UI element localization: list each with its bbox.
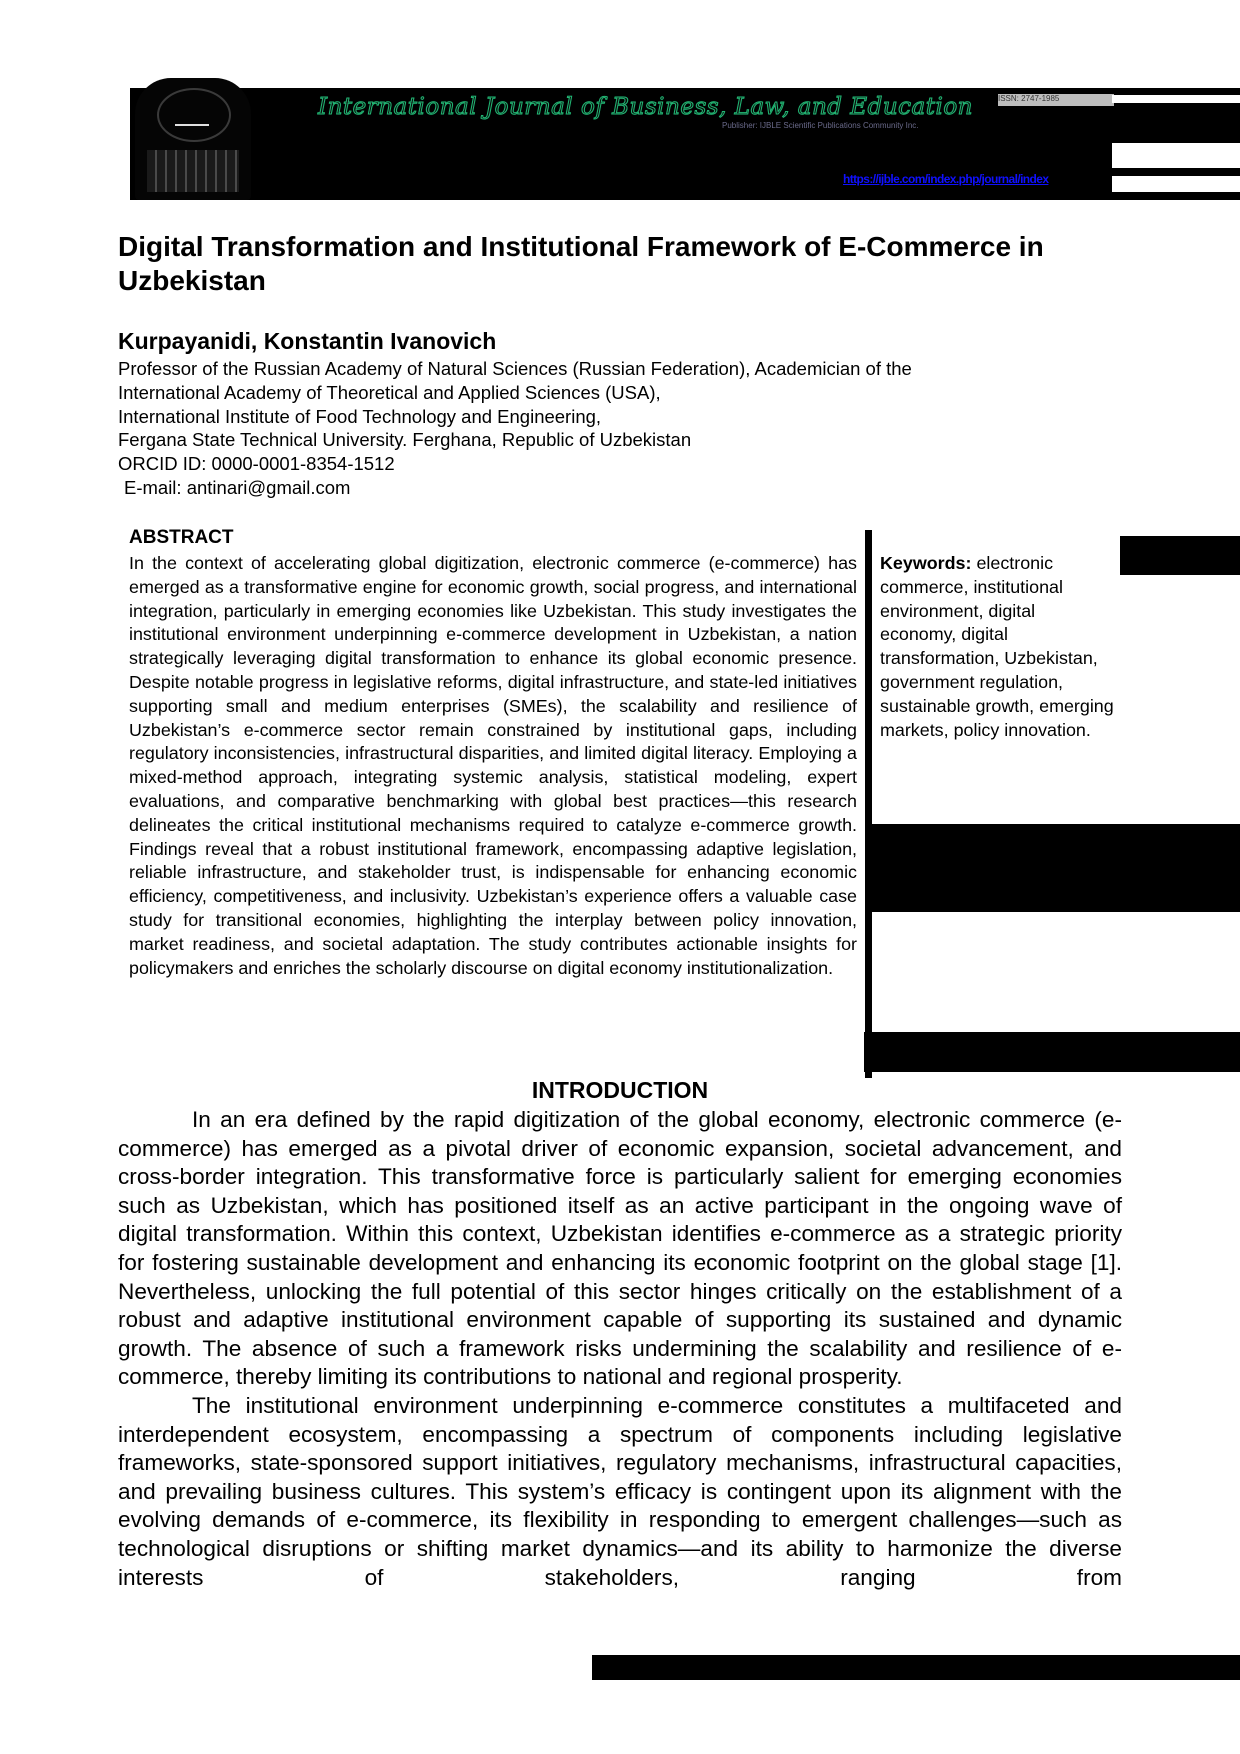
affiliation-line: International Academy of Theoretical and Applied Sciences (USA), (118, 381, 661, 403)
affiliation-line: Fergana State Technical University. Ferghana, Republic of Uzbekistan (118, 429, 692, 451)
author-affiliations (118, 357, 1068, 500)
journal-subtitle: Publisher: IJBLE Scientific Publications Community Inc. (722, 121, 919, 130)
abstract-heading: ABSTRACT (129, 527, 234, 548)
redaction-block (1120, 536, 1240, 575)
introduction-heading: INTRODUCTION (531, 1077, 709, 1103)
column-divider (865, 530, 872, 1078)
logo-mark-shape (175, 100, 209, 126)
paragraph: The institutional environment underpinning e-commerce constitutes a multifaceted and interdependent ecosystem, encompassing a spectrum of components including legislative frameworks, state-sponsored support initiatives, regulatory mechanisms, infrastructural capacities, and prevailing business cultures. This system’s efficacy is contingent upon its alignment with the evolving demands of e-commerce, its flexibility in responding to emergent challenges—such as technological disruptions or shifting market dynamics—and its ability to harmonize the diverse interests of stakeholders, ranging from (118, 1392, 1122, 1590)
paragraph: In an era defined by the rapid digitization of the global economy, electronic commerce (e-commerce) has emerged as a pivotal driver of economic expansion, societal advancement, and cross-border integration. This transformative force is particularly salient for emerging economies such as Uzbekistan, which has positioned itself as an active participant in the ongoing wave of digital transformation. Within this context, Uzbekistan identifies e-commerce as a strategic priority for fostering sustainable development and enhancing its economic footprint on the global stage [1]. Nevertheless, unlocking the full potential of this sector hinges critically on the establishment of a robust and adaptive institutional environment capable of supporting its sustained and dynamic growth. The absence of such a framework risks undermining the scalability and resilience of e-commerce, thereby limiting its contributions to national and regional prosperity. (118, 1107, 1122, 1390)
redaction-block (872, 824, 1240, 912)
journal-title: International Journal of Business, Law, and Education (318, 94, 973, 120)
journal-website-link[interactable]: https://ijble.com/index.php/journal/index (843, 172, 1111, 192)
abstract-text: In the context of accelerating global digitization, electronic commerce (e-commerce) has emerged as a transformative engine for economic growth, social progress, and international integration, particularly in emerging economies like Uzbekistan. This study investigates the institutional environment underpinning e-commerce development in Uzbekistan, a nation strategically leveraging digital transformation to enhance its global economic presence. Despite notable progress in legislative reforms, digital infrastructure, and state-led initiatives supporting small and medium enterprises (SMEs), the scalability and resilience of Uzbekistan’s e-commerce sector remain constrained by institutional gaps, including regulatory inconsistencies, infrastructural disparities, and limited digital literacy. Employing a mixed-method approach, integrating systemic analysis, statistical modeling, expert evaluations, and comparative benchmarking with global best practices—this research delineates the critical institutional mechanisms required to catalyze e-commerce growth. Findings reveal that a robust institutional framework, encompassing adaptive legislation, reliable infrastructure, and stakeholder trust, is indispensable for enhancing economic efficiency, competitiveness, and inclusivity. Uzbekistan’s experience offers a valuable case study for transitional economies, highlighting the interplay between policy innovation, market readiness, and societal adaptation. The study contributes actionable insights for policymakers and enriches the scholarly discourse on digital economy institutionalization. (129, 553, 857, 978)
affiliation-line: Professor of the Russian Academy of Natural Sciences (Russian Federation), Academician of the (118, 358, 912, 379)
footer-bar (592, 1655, 1240, 1680)
logo-pillars-shape (147, 150, 239, 192)
journal-issn: ISSN: 2747-1985 (998, 94, 1114, 106)
orcid-id: ORCID ID: 0000-0001-8354-1512 (118, 453, 395, 475)
author-email: E-mail: antinari@gmail.com (124, 476, 351, 498)
redaction-block (864, 1032, 1240, 1072)
banner-notch (1112, 95, 1240, 103)
paper-title: Digital Transformation and Institutional Framework of E-Commerce in Uzbekistan (118, 231, 1044, 296)
keywords-block (880, 552, 1115, 742)
journal-logo-icon (135, 78, 251, 200)
keywords-text: electronic commerce, institutional environment, digital economy, digital transformation, Uzbekistan, government regulation, sustainable growth, emerging markets, policy innovation. (880, 553, 1114, 740)
banner-notch (1112, 143, 1240, 168)
affiliation-line: International Institute of Food Technology and Engineering, (118, 405, 602, 427)
keywords-label: Keywords: (880, 553, 972, 573)
author-name: Kurpayanidi, Konstantin Ivanovich (118, 328, 497, 354)
banner-notch (1112, 176, 1240, 192)
introduction-body (118, 1106, 1122, 1592)
